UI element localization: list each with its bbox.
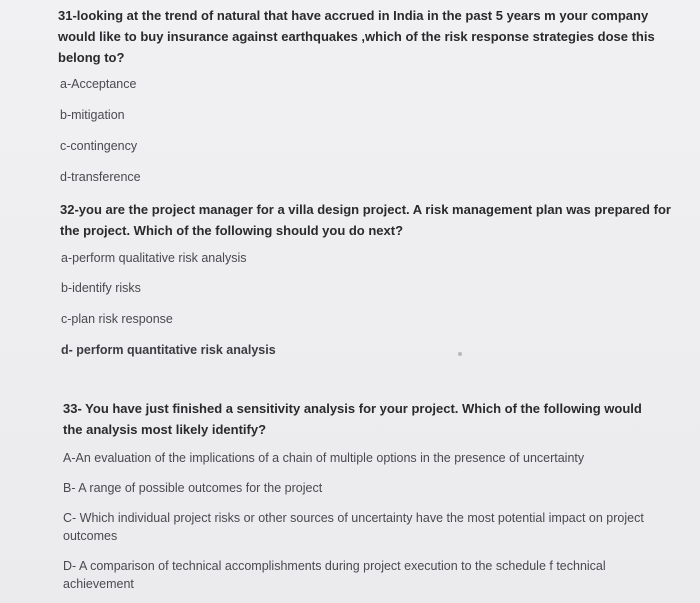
question-33-option-c: C- Which individual project risks or other sources of uncertainty have the most potential impact on project outcomes xyxy=(63,511,644,543)
question-31-option-d: d-transference xyxy=(60,170,141,184)
question-32-option-d: d- perform quantitative risk analysis xyxy=(61,343,276,357)
question-32-option-c: c-plan risk response xyxy=(61,312,173,326)
question-31-option-c: c-contingency xyxy=(60,139,138,153)
question-33-option-d: D- A comparison of technical accomplishments during project execution to the schedule f technical achievement xyxy=(63,559,606,591)
question-32-text: 32-you are the project manager for a villa design project. A risk management plan was prepared for the project. Which of the following should you do next? xyxy=(60,202,671,238)
question-32-option-b: b-identify risks xyxy=(61,281,141,295)
stray-mark xyxy=(458,352,462,356)
question-33-text: 33- You have just finished a sensitivity analysis for your project. Which of the following would the analysis most likely identify? xyxy=(63,401,642,437)
question-32-option-a: a-perform qualitative risk analysis xyxy=(61,251,247,265)
question-31-text: 31-looking at the trend of natural that have accrued in India in the past 5 years m your company would like to buy insurance against earthquakes ,which of the risk response strategies dose this belong to? xyxy=(58,8,655,65)
question-31-option-b: b-mitigation xyxy=(60,108,125,122)
question-31-option-a: a-Acceptance xyxy=(60,77,137,91)
question-33-option-b: B- A range of possible outcomes for the project xyxy=(63,481,323,495)
question-33-option-a: A-An evaluation of the implications of a chain of multiple options in the presence of uncertainty xyxy=(63,451,585,465)
